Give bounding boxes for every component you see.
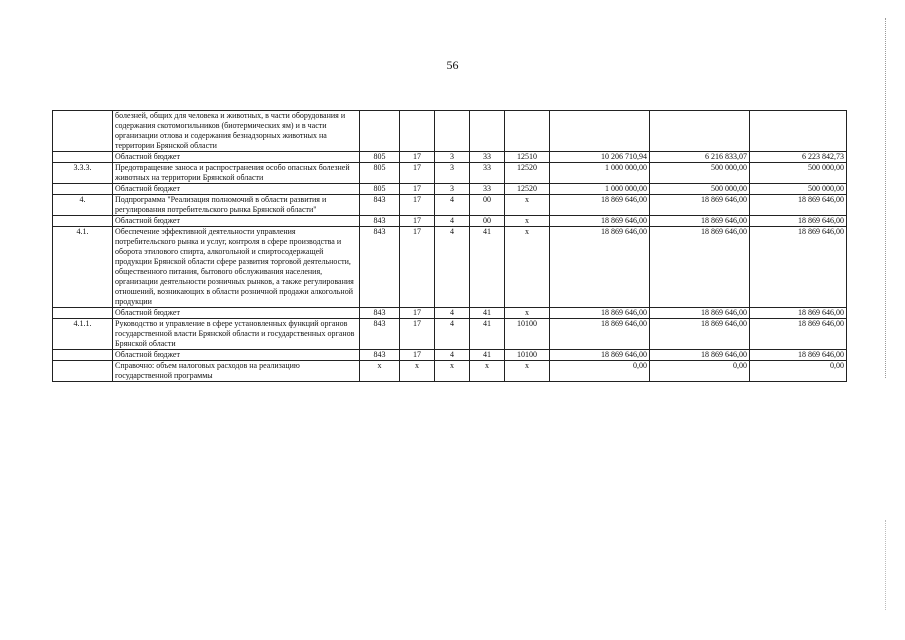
row-name-cell: Подпрограмма "Реализация полномочий в области развития и регулирования потребительского рынка Брянской области" — [113, 195, 360, 216]
row-number-cell — [53, 350, 113, 361]
row-name-cell: Предотвращение заноса и распространения особо опасных болезней животных на территории Брянской области — [113, 163, 360, 184]
code-direction-cell: 12520 — [505, 163, 550, 184]
sum-year1-cell: 18 869 646,00 — [550, 216, 650, 227]
code-grbs-cell: 843 — [360, 319, 400, 350]
code-grbs-cell: 843 — [360, 350, 400, 361]
code-om-cell: 33 — [470, 152, 505, 163]
table-row — [53, 319, 847, 350]
sum-year2-cell: 0,00 — [650, 361, 750, 382]
table-row — [53, 361, 847, 382]
code-pp-cell: 3 — [435, 163, 470, 184]
sum-year2-cell: 18 869 646,00 — [650, 227, 750, 308]
code-gp-cell: 17 — [400, 152, 435, 163]
code-pp-cell: 4 — [435, 308, 470, 319]
row-name-cell: Справочно: объем налоговых расходов на реализацию государственной программы — [113, 361, 360, 382]
sum-year2-cell: 18 869 646,00 — [650, 319, 750, 350]
sum-year2-cell — [650, 111, 750, 152]
code-pp-cell: 4 — [435, 350, 470, 361]
margin-scan-mark — [885, 520, 887, 610]
sum-year3-cell: 18 869 646,00 — [750, 195, 847, 216]
code-grbs-cell: 805 — [360, 152, 400, 163]
sum-year3-cell: 500 000,00 — [750, 163, 847, 184]
row-number-cell — [53, 361, 113, 382]
code-om-cell: 41 — [470, 319, 505, 350]
sum-year3-cell: 18 869 646,00 — [750, 227, 847, 308]
row-name-cell: Областной бюджет — [113, 152, 360, 163]
row-name-cell: Областной бюджет — [113, 350, 360, 361]
sum-year3-cell: 18 869 646,00 — [750, 350, 847, 361]
code-gp-cell: 17 — [400, 350, 435, 361]
row-number-cell: 4.1.1. — [53, 319, 113, 350]
row-number-cell — [53, 184, 113, 195]
code-gp-cell — [400, 111, 435, 152]
table-row — [53, 227, 847, 308]
code-pp-cell — [435, 111, 470, 152]
code-pp-cell: 4 — [435, 195, 470, 216]
code-grbs-cell: x — [360, 361, 400, 382]
code-om-cell: 33 — [470, 184, 505, 195]
sum-year3-cell — [750, 111, 847, 152]
code-pp-cell: 3 — [435, 152, 470, 163]
code-om-cell: x — [470, 361, 505, 382]
code-direction-cell: 12510 — [505, 152, 550, 163]
sum-year2-cell: 18 869 646,00 — [650, 350, 750, 361]
code-om-cell: 00 — [470, 195, 505, 216]
table-row — [53, 152, 847, 163]
sum-year1-cell: 1 000 000,00 — [550, 184, 650, 195]
row-name-cell: Руководство и управление в сфере установленных функций органов государственной власти Брянской области и государственных органов Брянской области — [113, 319, 360, 350]
sum-year1-cell: 1 000 000,00 — [550, 163, 650, 184]
code-direction-cell: 10100 — [505, 350, 550, 361]
code-gp-cell: 17 — [400, 184, 435, 195]
code-direction-cell: x — [505, 227, 550, 308]
sum-year1-cell: 18 869 646,00 — [550, 308, 650, 319]
code-grbs-cell — [360, 111, 400, 152]
code-gp-cell: 17 — [400, 308, 435, 319]
sum-year1-cell: 18 869 646,00 — [550, 195, 650, 216]
row-number-cell: 4.1. — [53, 227, 113, 308]
code-gp-cell: 17 — [400, 163, 435, 184]
sum-year2-cell: 18 869 646,00 — [650, 195, 750, 216]
sum-year3-cell: 18 869 646,00 — [750, 308, 847, 319]
margin-scan-mark — [885, 18, 887, 378]
code-direction-cell: 12520 — [505, 184, 550, 195]
sum-year1-cell: 18 869 646,00 — [550, 319, 650, 350]
sum-year1-cell: 0,00 — [550, 361, 650, 382]
row-name-cell: Областной бюджет — [113, 308, 360, 319]
code-om-cell: 00 — [470, 216, 505, 227]
code-om-cell: 33 — [470, 163, 505, 184]
sum-year1-cell: 18 869 646,00 — [550, 350, 650, 361]
table-row — [53, 350, 847, 361]
sum-year2-cell: 18 869 646,00 — [650, 308, 750, 319]
page-number: 56 — [446, 58, 459, 72]
code-om-cell: 41 — [470, 308, 505, 319]
sum-year1-cell — [550, 111, 650, 152]
row-number-cell: 3.3.3. — [53, 163, 113, 184]
code-pp-cell: 4 — [435, 216, 470, 227]
code-direction-cell: x — [505, 195, 550, 216]
sum-year2-cell: 500 000,00 — [650, 163, 750, 184]
sum-year2-cell: 18 869 646,00 — [650, 216, 750, 227]
code-direction-cell: 10100 — [505, 319, 550, 350]
row-name-cell: Обеспечение эффективной деятельности управления потребительского рынка и услуг, контроля в сфере производства и оборота этилового спирта, алкогольной и спиртосодержащей продукции Брянской области сфере развития торговой деятельности, общественного питания, бытового обслуживания населения, организации деятельности розничных рынков, а также регулирования отношений, возникающих в области розничной продажи алкогольной продукции — [113, 227, 360, 308]
sum-year3-cell: 0,00 — [750, 361, 847, 382]
table-row — [53, 308, 847, 319]
code-pp-cell: x — [435, 361, 470, 382]
row-number-cell — [53, 111, 113, 152]
row-number-cell — [53, 152, 113, 163]
code-direction-cell — [505, 111, 550, 152]
table-row — [53, 163, 847, 184]
code-gp-cell: 17 — [400, 319, 435, 350]
row-number-cell — [53, 216, 113, 227]
sum-year2-cell: 500 000,00 — [650, 184, 750, 195]
code-om-cell: 41 — [470, 350, 505, 361]
code-grbs-cell: 843 — [360, 216, 400, 227]
code-direction-cell: x — [505, 216, 550, 227]
code-gp-cell: 17 — [400, 227, 435, 308]
table-row — [53, 216, 847, 227]
table-row — [53, 111, 847, 152]
code-grbs-cell: 805 — [360, 163, 400, 184]
code-om-cell: 41 — [470, 227, 505, 308]
row-name-cell: Областной бюджет — [113, 216, 360, 227]
code-pp-cell: 4 — [435, 319, 470, 350]
sum-year3-cell: 18 869 646,00 — [750, 319, 847, 350]
code-pp-cell: 3 — [435, 184, 470, 195]
code-grbs-cell: 805 — [360, 184, 400, 195]
sum-year1-cell: 18 869 646,00 — [550, 227, 650, 308]
code-direction-cell: x — [505, 361, 550, 382]
code-grbs-cell: 843 — [360, 227, 400, 308]
code-gp-cell: x — [400, 361, 435, 382]
table-row — [53, 195, 847, 216]
row-name-cell: Областной бюджет — [113, 184, 360, 195]
budget-table — [52, 110, 847, 382]
code-grbs-cell: 843 — [360, 308, 400, 319]
code-direction-cell: x — [505, 308, 550, 319]
code-gp-cell: 17 — [400, 195, 435, 216]
sum-year3-cell: 500 000,00 — [750, 184, 847, 195]
code-om-cell — [470, 111, 505, 152]
code-gp-cell: 17 — [400, 216, 435, 227]
row-number-cell: 4. — [53, 195, 113, 216]
sum-year1-cell: 10 206 710,94 — [550, 152, 650, 163]
table-row — [53, 184, 847, 195]
code-grbs-cell: 843 — [360, 195, 400, 216]
row-name-cell: болезней, общих для человека и животных, в части оборудования и содержания скотомогильников (биотермических ям) и в части организации отлова и содержания безнадзорных животных на территории Брянской области — [113, 111, 360, 152]
code-pp-cell: 4 — [435, 227, 470, 308]
row-number-cell — [53, 308, 113, 319]
sum-year2-cell: 6 216 833,07 — [650, 152, 750, 163]
sum-year3-cell: 6 223 842,73 — [750, 152, 847, 163]
sum-year3-cell: 18 869 646,00 — [750, 216, 847, 227]
